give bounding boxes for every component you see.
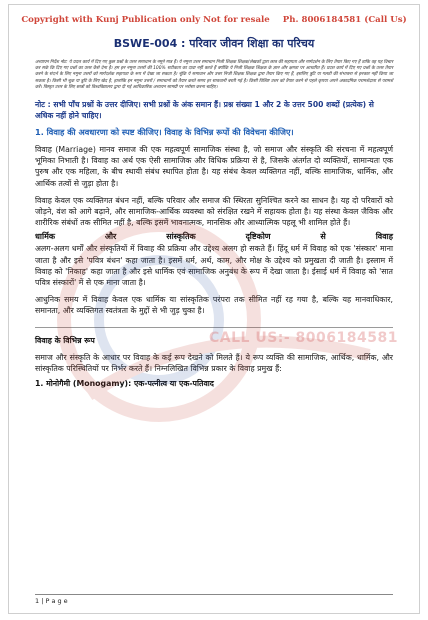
instructions-note: नोट : सभी पाँच प्रश्नों के उत्तर दीजिए। सभी प्रश्नों के अंक समान हैं। प्रश्न संख्या 1 और 2 के उत्तर 500 शब्दों (प्रत्येक) से अधिक नहीं होने चाहिए। <box>35 100 374 121</box>
answer-paragraph-4: आधुनिक समय में विवाह केवल एक धार्मिक या सांस्कृतिक परंपरा तक सीमित नहीं रह गया है, बल्कि यह मानवाधिकार, समानता, और व्यक्तिगत स्वतंत्रता के मुद्दों से भी जुड़ चुका है। <box>35 295 393 316</box>
section-heading-forms: विवाह के विभिन्न रूप <box>35 335 95 345</box>
header-phone: Ph. 8006184581 (Call Us) <box>282 15 407 25</box>
page-title: BSWE-004 : परिवार जीवन शिक्षा का परिचय <box>113 37 315 50</box>
answer-paragraph-1: विवाह (Marriage) मानव समाज की एक महत्वपूर्ण सामाजिक संस्था है, जो समाज और संस्कृति की संरचना में महत्वपूर्ण भूमिका निभाती है। विवाह का अर्थ एक ऐसी सामाजिक और विधिक प्रक्रिया से है, जिसके अंतर्गत दो व्यक्तियों, सामान्यतः एक पुरुष और एक महिला, के बीच स्थायी संबंध स्थापित होता है। यह संबंध केवल व्यक्तिगत नहीं, बल्कि सामाजिक, धार्मिक, और आर्थिक तत्वों से जुड़ा होता है। <box>35 145 393 188</box>
subheading-word: दृष्टिकोण <box>245 232 271 242</box>
answer-paragraph-5: समाज और संस्कृति के आधार पर विवाह के कई रूप देखने को मिलते हैं। ये रूप व्यक्ति की सामाजिक, आर्थिक, धार्मिक, और सांस्कृतिक परिस्थितियों पर निर्भर करते हैं। निम्नलिखित विभिन्न प्रकार के विवाह प्रमुख हैं: <box>35 352 393 373</box>
subheading-word: से <box>320 232 326 242</box>
watermark-phone-text: CALL US:- 8006184581 <box>209 330 398 346</box>
page-number: 1 | P a g e <box>35 597 68 605</box>
subheading-word: और <box>104 232 117 242</box>
section-divider <box>35 327 393 328</box>
subheading-word: धार्मिक <box>35 232 55 242</box>
document-page <box>8 4 420 614</box>
question-1: 1. विवाह की अवधारणा को स्पष्ट कीजिए। विवाह के विभिन्न रूपों की विवेचना कीजिए। <box>35 127 294 138</box>
answer-paragraph-3: अलग-अलग धर्मों और संस्कृतियों में विवाह की प्रक्रिया और उद्देश्य अलग हो सकते हैं। हिंदू धर्म में विवाह को एक 'संस्कार' माना जाता है और इसे 'पवित्र बंधन' कहा जाता है। इसमें धर्म, अर्थ, काम, और मोक्ष के उद्देश्य को प्रमुखता दी जाती है। इस्लाम में विवाह को 'निकाह' कहा जाता है और इसे धार्मिक एवं सामाजिक अनुबंध के रूप में देखा जाता है। ईसाई धर्म में विवाह को 'सात पवित्र संस्कारों' में से एक माना जाता है। <box>35 244 393 288</box>
disclaimer-paragraph: अध्यापन निर्देश नोट: ये प्रदत्त कार्य में दिए गए कुछ प्रश्नों के उत्तर समाधान के नमूने मात्र हैं। ये नमूना उत्तर समाधान निजी शिक्षक शिक्षक/लेखकों द्वारा छात्र की सहायता और मार्गदर्शन के लिए तैयार किए गए हैं ताकि वह यह विचार कर सके कि दिए गए प्रश्नों का उत्तर कैसे देना है। हम इन नमूना उत्तरों की 100% सटीकता का दावा नहीं करते हैं क्योंकि ये निजी शिक्षक शिक्षक के ज्ञान और क्षमता पर आधारित हैं। प्रदत्त कार्य में दिए गए प्रश्नों के उत्तर तैयार करने के संदर्भ के लिए नमूना उत्तरों को मार्गदर्शक सहायता के रूप में देखा जा सकता है। चूंकि ये समाधान और उत्तर निजी शिक्षक शिक्षक द्वारा तैयार किए गए हैं, इसलिए त्रुटि या गलती की संभावना से इनकार नहीं किया जा सकता है। किसी भी चूक या त्रुटि के लिए खेद है, हालांकि इन नमूना उत्तरों / समाधानों को तैयार करते समय हर सावधानी बरती गई है। किसी विशिष्ट उत्तर को तैयार करने से पहले कृपया अपने अकादमिक परामर्शदाता से परामर्श करें। विस्तृत उत्तर के लिए छात्रों को विश्वविद्यालय द्वारा दी गई आधिकारिक अध्ययन सामग्री पर भरोसा करना चाहिए। <box>35 60 393 90</box>
list-item-monogamy: 1. मोनोगैमी (Monogamy): एक-पत्नीत्व या एक-पतिवाद <box>35 379 214 389</box>
subheading-religious-cultural <box>35 231 393 242</box>
footer-divider <box>35 594 393 595</box>
copyright-text: Copyright with Kunj Publication only Not for resale <box>21 15 270 25</box>
subheading-word: सांस्कृतिक <box>166 232 196 242</box>
copyright-header <box>9 15 419 25</box>
subheading-word: विवाह <box>375 232 393 242</box>
answer-paragraph-2: विवाह केवल एक व्यक्तिगत बंधन नहीं, बल्कि परिवार और समाज की स्थिरता सुनिश्चित करने का साधन है। यह दो परिवारों को जोड़ने, वंश को आगे बढ़ाने, और सामाजिक-आर्थिक व्यवस्था को संरक्षित रखने में सहायक होता है। यह संस्था केवल जैविक और शारीरिक संबंधों तक सीमित नहीं है, बल्कि इसमें भावनात्मक, मानसिक और आध्यात्मिक पहलू भी शामिल होते हैं। <box>35 195 393 228</box>
